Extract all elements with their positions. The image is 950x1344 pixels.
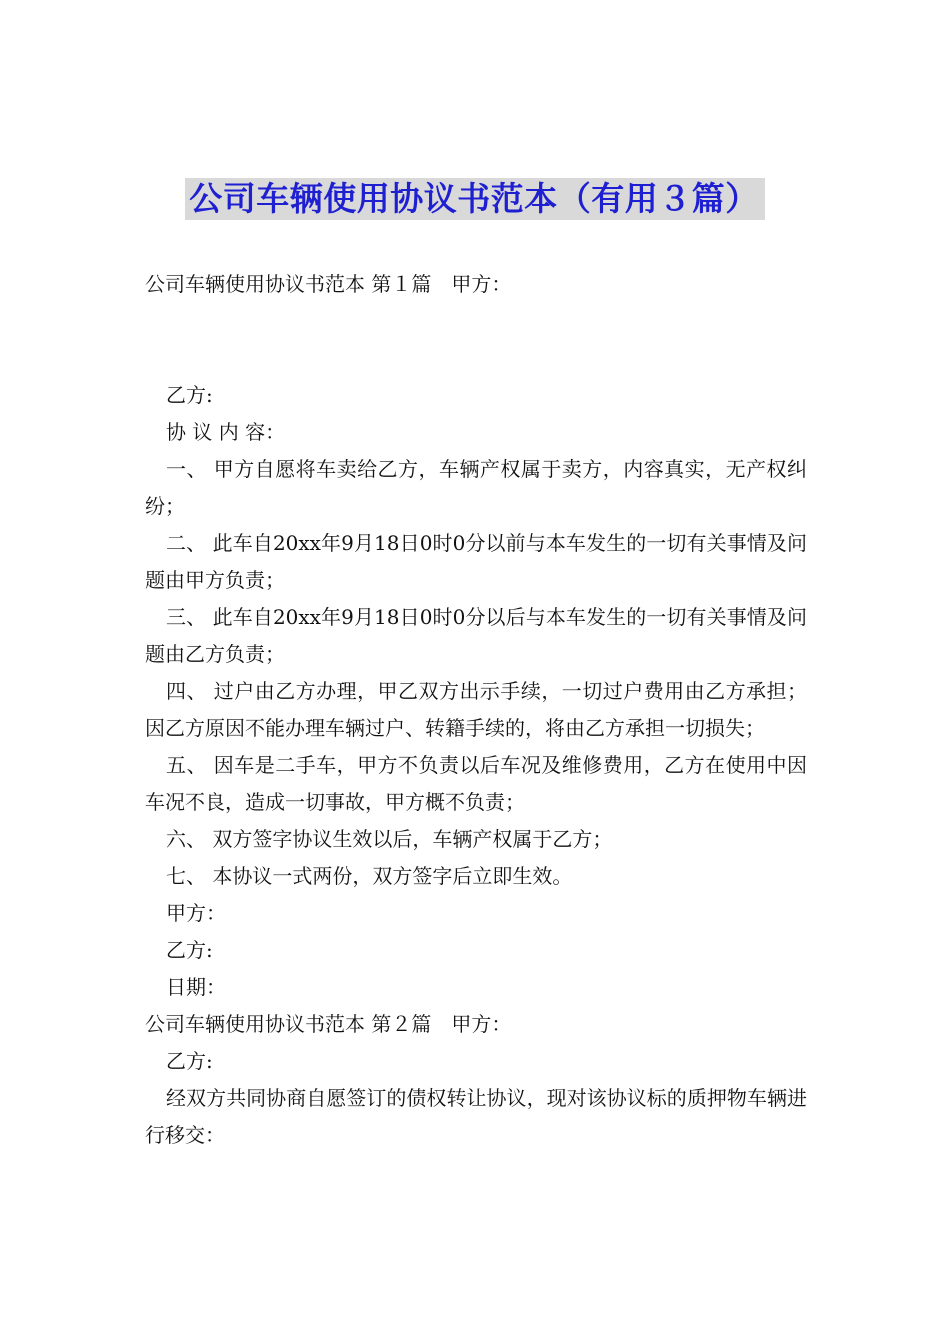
document-body xyxy=(145,266,807,1154)
clause-6: 六、 双方签字协议生效以后，车辆产权属于乙方； xyxy=(166,827,613,851)
section-heading-2: 公司车辆使用协议书范本 第２篇 甲方： xyxy=(145,1012,512,1036)
clause-1: 一、 甲方自愿将车卖给乙方，车辆产权属于卖方，内容真实，无产权纠纷； xyxy=(145,457,807,518)
clause-2: 二、 此车自20xx年9月18日0时0分以前与本车发生的一切有关事情及问题由甲方负责； xyxy=(145,531,807,592)
blank-space xyxy=(145,303,807,377)
agreement-content-label: 协 议 内 容： xyxy=(166,420,286,444)
party-a-signature: 甲方： xyxy=(166,901,226,925)
clause-5: 五、 因车是二手车，甲方不负责以后车况及维修费用，乙方在使用中因车况不良，造成一切事故，甲方概不负责； xyxy=(145,753,807,814)
title-container xyxy=(0,178,950,220)
clause-7: 七、 本协议一式两份，双方签字后立即生效。 xyxy=(166,864,573,888)
intro-paragraph-2: 经双方共同协商自愿签订的债权转让协议，现对该协议标的质押物车辆进行移交： xyxy=(145,1086,807,1147)
document-title: 公司车辆使用协议书范本（有用３篇） xyxy=(185,178,765,220)
clause-4: 四、 过户由乙方办理，甲乙双方出示手续，一切过户费用由乙方承担；因乙方原因不能办理车辆过户、转籍手续的，将由乙方承担一切损失； xyxy=(145,679,807,740)
date-line: 日期： xyxy=(166,975,226,999)
party-b-line: 乙方: xyxy=(166,383,213,407)
section-heading-1: 公司车辆使用协议书范本 第１篇 甲方： xyxy=(145,272,512,296)
party-b-signature: 乙方: xyxy=(166,938,213,962)
party-b-line-2: 乙方: xyxy=(166,1049,213,1073)
clause-3: 三、 此车自20xx年9月18日0时0分以后与本车发生的一切有关事情及问题由乙方负责； xyxy=(145,605,807,666)
